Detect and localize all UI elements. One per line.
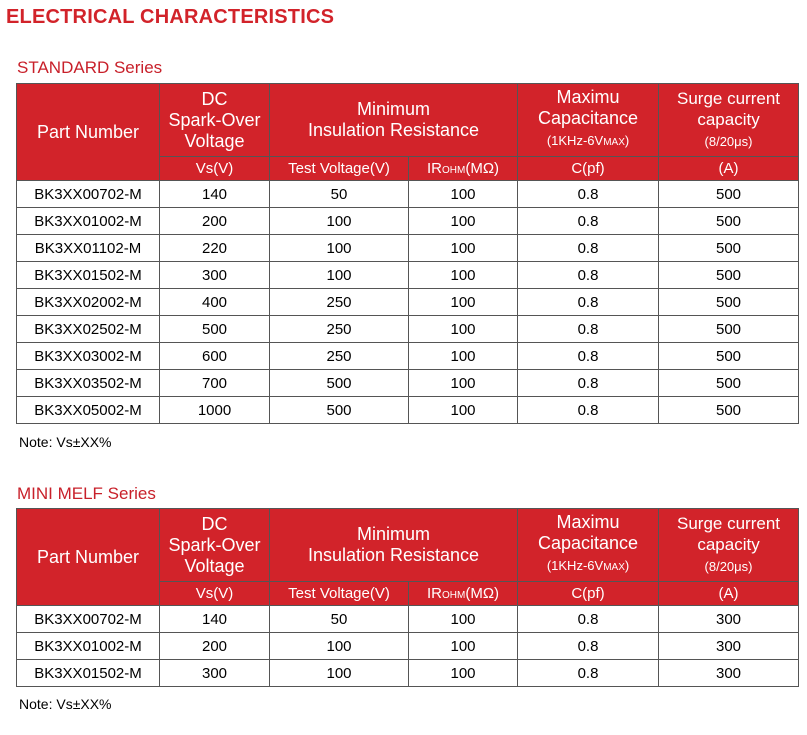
surge-cell: 500 [659, 343, 799, 370]
test-voltage-cell: 100 [270, 208, 409, 235]
part-number-cell: BK3XX02002-M [17, 289, 160, 316]
test-voltage-cell: 250 [270, 316, 409, 343]
part-number-cell: BK3XX01002-M [17, 633, 160, 660]
table-row [17, 633, 799, 660]
table-row [17, 397, 799, 424]
capacitance-cell: 0.8 [518, 208, 659, 235]
table-row [17, 606, 799, 633]
part-number-cell: BK3XX01002-M [17, 208, 160, 235]
mini-melf-note: Note: Vs±XX% [19, 696, 112, 712]
surge-cell: 500 [659, 370, 799, 397]
vs-cell: 140 [160, 181, 270, 208]
part-number-cell: BK3XX01502-M [17, 262, 160, 289]
vs-cell: 500 [160, 316, 270, 343]
min-insulation-header: Minimum Insulation Resistance [270, 509, 518, 582]
test-voltage-cell: 100 [270, 262, 409, 289]
ir-cell: 100 [409, 289, 518, 316]
mini-melf-series-table [16, 508, 799, 687]
vs-cell: 220 [160, 235, 270, 262]
part-number-cell: BK3XX01102-M [17, 235, 160, 262]
part-number-cell: BK3XX03502-M [17, 370, 160, 397]
vs-cell: 700 [160, 370, 270, 397]
capacitance-cell: 0.8 [518, 262, 659, 289]
dc-spark-over-header: DC Spark-Over Voltage [160, 509, 270, 582]
capacitance-cell: 0.8 [518, 370, 659, 397]
table-row [17, 262, 799, 289]
test-voltage-cell: 100 [270, 235, 409, 262]
vs-cell: 1000 [160, 397, 270, 424]
vs-unit-header: Vs(V) [160, 157, 270, 181]
ir-cell: 100 [409, 343, 518, 370]
surge-cell: 300 [659, 606, 799, 633]
capacitance-cell: 0.8 [518, 606, 659, 633]
capacitance-cell: 0.8 [518, 343, 659, 370]
min-insulation-header: Minimum Insulation Resistance [270, 84, 518, 157]
surge-unit-header: (A) [659, 582, 799, 606]
test-voltage-header: Test Voltage(V) [270, 157, 409, 181]
page-title: ELECTRICAL CHARACTERISTICS [6, 6, 335, 28]
cap-unit-header: C(pf) [518, 582, 659, 606]
surge-cell: 500 [659, 289, 799, 316]
part-number-cell: BK3XX05002-M [17, 397, 160, 424]
test-voltage-cell: 500 [270, 370, 409, 397]
capacitance-header: Maximu Capacitance (1KHz-6VMAX) [518, 509, 659, 582]
vs-cell: 300 [160, 660, 270, 687]
table-row [17, 208, 799, 235]
table-row [17, 316, 799, 343]
surge-cell: 500 [659, 316, 799, 343]
surge-cell: 500 [659, 397, 799, 424]
ir-cell: 100 [409, 633, 518, 660]
surge-cell: 300 [659, 660, 799, 687]
ir-cell: 100 [409, 235, 518, 262]
vs-cell: 600 [160, 343, 270, 370]
test-voltage-cell: 50 [270, 181, 409, 208]
vs-cell: 300 [160, 262, 270, 289]
part-number-header: Part Number [17, 509, 160, 606]
surge-current-header: Surge current capacity (8/20μs) [659, 509, 799, 582]
table-row [17, 235, 799, 262]
part-number-cell: BK3XX00702-M [17, 181, 160, 208]
capacitance-cell: 0.8 [518, 289, 659, 316]
surge-current-header: Surge current capacity (8/20μs) [659, 84, 799, 157]
surge-cell: 500 [659, 181, 799, 208]
part-number-cell: BK3XX00702-M [17, 606, 160, 633]
capacitance-cell: 0.8 [518, 660, 659, 687]
ir-cell: 100 [409, 208, 518, 235]
table-row [17, 660, 799, 687]
ir-unit-header: IROHM(MΩ) [409, 582, 518, 606]
test-voltage-cell: 250 [270, 343, 409, 370]
vs-unit-header: Vs(V) [160, 582, 270, 606]
surge-cell: 500 [659, 208, 799, 235]
capacitance-cell: 0.8 [518, 633, 659, 660]
standard-note: Note: Vs±XX% [19, 434, 112, 450]
cap-unit-header: C(pf) [518, 157, 659, 181]
ir-cell: 100 [409, 606, 518, 633]
test-voltage-cell: 250 [270, 289, 409, 316]
mini-melf-series-title: MINI MELF Series [17, 484, 156, 503]
capacitance-cell: 0.8 [518, 235, 659, 262]
capacitance-cell: 0.8 [518, 316, 659, 343]
test-voltage-cell: 50 [270, 606, 409, 633]
ir-cell: 100 [409, 262, 518, 289]
surge-cell: 500 [659, 262, 799, 289]
part-number-cell: BK3XX03002-M [17, 343, 160, 370]
part-number-cell: BK3XX02502-M [17, 316, 160, 343]
surge-unit-header: (A) [659, 157, 799, 181]
table-header-row [17, 509, 799, 582]
surge-cell: 500 [659, 235, 799, 262]
ir-cell: 100 [409, 181, 518, 208]
capacitance-header: Maximu Capacitance (1KHz-6VMAX) [518, 84, 659, 157]
standard-series-table [16, 83, 799, 424]
vs-cell: 140 [160, 606, 270, 633]
test-voltage-header: Test Voltage(V) [270, 582, 409, 606]
vs-cell: 200 [160, 208, 270, 235]
vs-cell: 400 [160, 289, 270, 316]
ir-cell: 100 [409, 397, 518, 424]
part-number-header: Part Number [17, 84, 160, 181]
ir-unit-header: IROHM(MΩ) [409, 157, 518, 181]
vs-cell: 200 [160, 633, 270, 660]
standard-series-title: STANDARD Series [17, 58, 163, 77]
dc-spark-over-header: DC Spark-Over Voltage [160, 84, 270, 157]
table-row [17, 343, 799, 370]
surge-cell: 300 [659, 633, 799, 660]
table-row [17, 370, 799, 397]
test-voltage-cell: 100 [270, 633, 409, 660]
test-voltage-cell: 100 [270, 660, 409, 687]
ir-cell: 100 [409, 370, 518, 397]
ir-cell: 100 [409, 316, 518, 343]
table-header-row [17, 84, 799, 157]
table-row [17, 181, 799, 208]
table-row [17, 289, 799, 316]
capacitance-cell: 0.8 [518, 397, 659, 424]
capacitance-cell: 0.8 [518, 181, 659, 208]
test-voltage-cell: 500 [270, 397, 409, 424]
ir-cell: 100 [409, 660, 518, 687]
part-number-cell: BK3XX01502-M [17, 660, 160, 687]
